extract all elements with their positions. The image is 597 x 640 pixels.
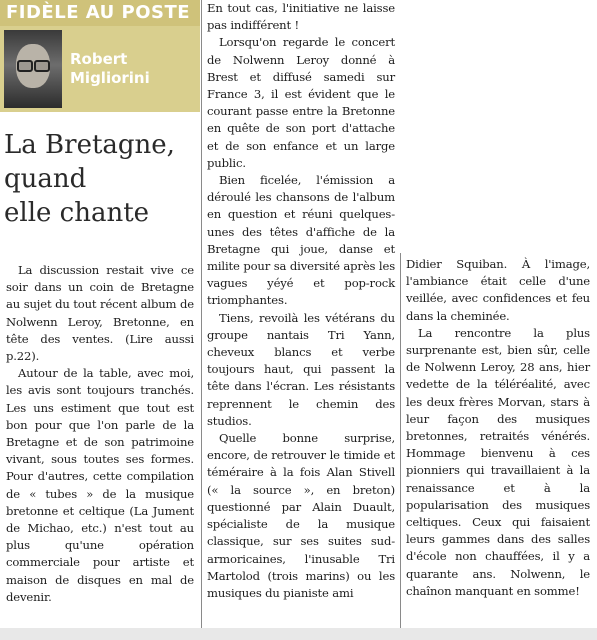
author-name [70, 50, 198, 88]
glasses-left-lens [17, 60, 33, 72]
text-column-3 [406, 256, 590, 600]
text-column-2 [207, 0, 395, 602]
headline-line-2: quand [4, 164, 87, 194]
author-last-name: Migliorini [70, 69, 150, 87]
text-column-1 [6, 262, 194, 606]
headline-line-3: elle chante [4, 198, 150, 228]
paragraph-continued: En tout cas, l'initiative ne laisse pas indifférent ! [207, 1, 395, 33]
glasses-right-lens [34, 60, 50, 72]
paragraph: Tiens, revoilà les vétérans du groupe nantais Tri Yann, cheveux blancs et verbe toujours haut, qui passent la tête dans l'écran. Les résistants reprennent le chemin des studios. [207, 310, 395, 428]
paragraph-continued: Didier Squiban. À l'image, l'ambiance était celle d'une veillée, avec confidences et feu dans la cheminée. [406, 257, 590, 323]
column-kicker: FIDÈLE AU POSTE [0, 0, 200, 26]
paragraph: La rencontre la plus surprenante est, bien sûr, celle de Nolwenn Leroy, 28 ans, hier vedette de la téléréalité, avec les deux frères Morvan, stars à leur façon des musiques bretonnes, retraités vénérés. Hommage bienvenu à ces pionniers qui travaillaient à la renaissance et à la popularisation des musiques celtiques. Ceux qui faisaient leurs gammes dans des salles d'école non chauffées, il y a quarante ans. Nolwenn, le chaînon manquant en somme! [406, 325, 590, 598]
paragraph: Bien ficelée, l'émission a déroulé les chansons de l'album en question et réuni quelques-unes des têtes d'affiche de la Bretagne qui joue, danse et milite pour sa diversité après les vagues yéyé et pop-rock triomphantes. [207, 173, 395, 308]
column-divider-1 [201, 0, 202, 628]
paragraph: La discussion restait vive ce soir dans un coin de Bretagne au sujet du tout récent album de Nolwenn Leroy, Bretonne, en tête des ventes. (Lire aussi p.22). [6, 263, 194, 364]
scan-edge [0, 628, 597, 640]
column-divider-2 [400, 253, 401, 628]
paragraph: Quelle bonne surprise, encore, de retrouver le timide et téméraire à la fois Alan Stivell (« la source », en breton) questionné par Alain Duault, spécialiste de la musique classique, sur ses suites sud-armoricaines, l'inusable Tri Martolod (trois marins) ou les musiques du pianiste ami [207, 431, 395, 600]
article-headline [4, 128, 200, 230]
author-first-name: Robert [70, 50, 128, 68]
headline-line-1: La Bretagne, [4, 130, 175, 160]
blank-area [400, 0, 597, 253]
paragraph: Autour de la table, avec moi, les avis sont toujours tranchés. Les uns estiment que tout est bon pour que l'on parle de la Bretagne et de son patrimoine vivant, sous toutes ses formes. Pour d'autres, cette compilation de « tubes » de la musique bretonne et celtique (La Jument de Michao, etc.) n'est tout au plus qu'une opération commerciale pour artiste et maison de disques en mal de devenir. [6, 366, 194, 604]
author-photo [4, 30, 62, 108]
paragraph: Lorsqu'on regarde le concert de Nolwenn Leroy donné à Brest et diffusé samedi sur France 3, il est évident que le courant passe entre la Bretonne en quête de son port d'attache et de son enfance et un large public. [207, 35, 395, 170]
